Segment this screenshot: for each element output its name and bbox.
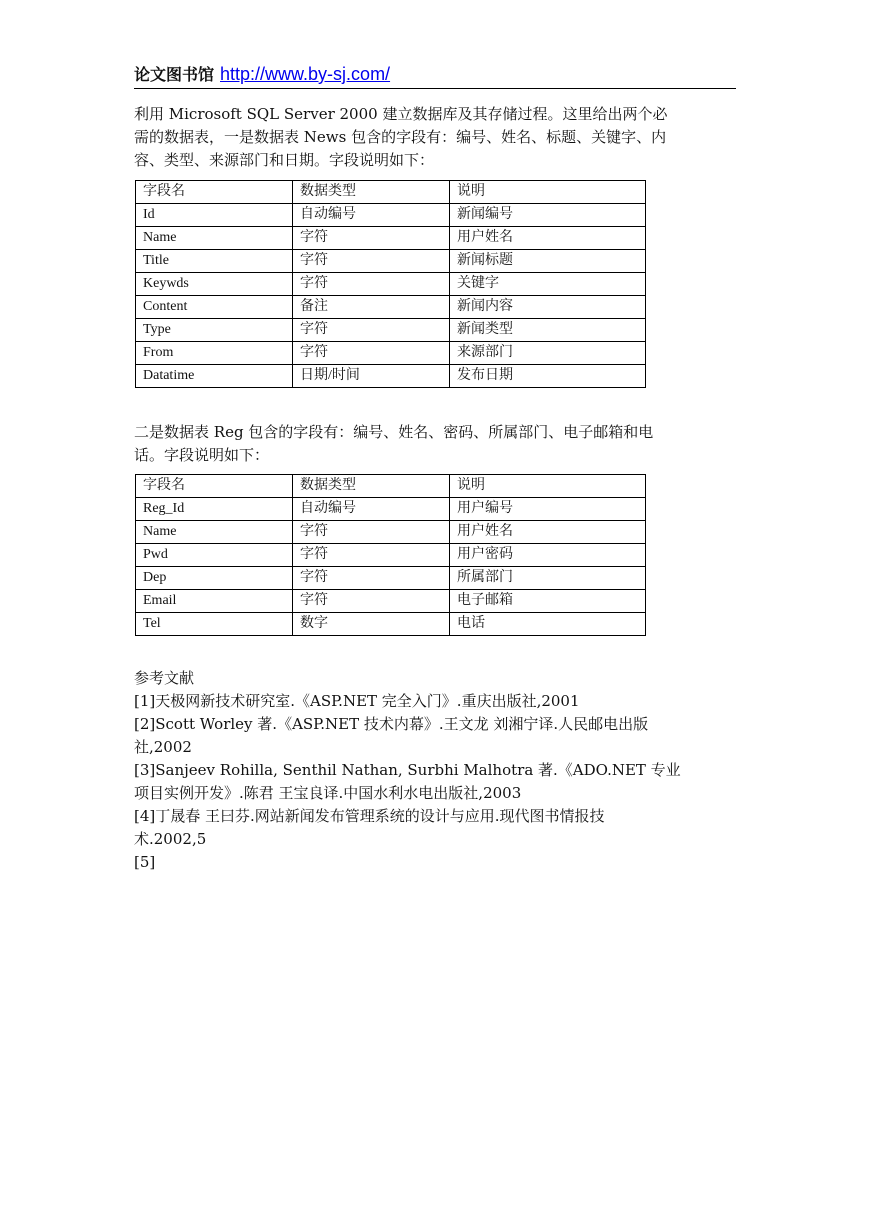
intro-line: 容、类型、来源部门和日期。字段说明如下：: [134, 151, 435, 169]
table-cell: 备注: [293, 296, 450, 319]
table-cell: 电话: [450, 613, 646, 636]
table-cell: 新闻标题: [450, 250, 646, 273]
reference-line: 项目实例开发》.陈君 王宝良译.中国水利水电出版社,2003: [134, 784, 522, 802]
table-row: [136, 296, 646, 319]
table-cell: 发布日期: [450, 365, 646, 388]
header-cell: 说明: [450, 475, 646, 498]
table-row: [136, 204, 646, 227]
table-cell: 字符: [293, 590, 450, 613]
table-cell: 用户姓名: [450, 227, 646, 250]
table-cell: 字符: [293, 544, 450, 567]
table-cell: Name: [136, 227, 293, 250]
table-row: [136, 544, 646, 567]
table-row: [136, 227, 646, 250]
header-cell: 字段名: [136, 475, 293, 498]
table-cell: Type: [136, 319, 293, 342]
reference-line: 术.2002,5: [134, 830, 207, 848]
references-title: 参考文献: [134, 669, 195, 687]
table-cell: 日期/时间: [293, 365, 450, 388]
site-name: 论文图书馆: [134, 65, 215, 84]
table-cell: 电子邮箱: [450, 590, 646, 613]
table-cell: Pwd: [136, 544, 293, 567]
table-row: [136, 567, 646, 590]
table-header-row: [136, 181, 646, 204]
table-row: [136, 498, 646, 521]
header-cell: 字段名: [136, 181, 293, 204]
intro-paragraph: [134, 103, 738, 172]
table-row: [136, 342, 646, 365]
table-cell: 用户编号: [450, 498, 646, 521]
table-cell: 来源部门: [450, 342, 646, 365]
table-cell: Id: [136, 204, 293, 227]
table-cell: 用户密码: [450, 544, 646, 567]
table-row: [136, 273, 646, 296]
news-fields-table: [135, 180, 646, 388]
table-cell: 新闻内容: [450, 296, 646, 319]
reg-intro-line: 二是数据表 Reg 包含的字段有：编号、姓名、密码、所属部门、电子邮箱和电: [134, 423, 654, 441]
header-cell: 说明: [450, 181, 646, 204]
intro-line: 需的数据表，一是数据表 News 包含的字段有：编号、姓名、标题、关键字、内: [134, 128, 667, 146]
intro-line: 利用 Microsoft SQL Server 2000 建立数据库及其存储过程。这里给出两个必: [134, 105, 668, 123]
table-cell: 新闻编号: [450, 204, 646, 227]
table-cell: Datatime: [136, 365, 293, 388]
table-row: [136, 250, 646, 273]
table-row: [136, 521, 646, 544]
table-cell: Email: [136, 590, 293, 613]
table-cell: 字符: [293, 567, 450, 590]
table-cell: 自动编号: [293, 498, 450, 521]
table-cell: 数字: [293, 613, 450, 636]
table-cell: Title: [136, 250, 293, 273]
table-cell: Tel: [136, 613, 293, 636]
table-cell: 所属部门: [450, 567, 646, 590]
table-row: [136, 613, 646, 636]
table-cell: 新闻类型: [450, 319, 646, 342]
table-cell: 用户姓名: [450, 521, 646, 544]
table-cell: Reg_Id: [136, 498, 293, 521]
table-cell: 字符: [293, 319, 450, 342]
table-cell: 字符: [293, 342, 450, 365]
reference-line: [2]Scott Worley 著.《ASP.NET 技术内幕》.王文龙 刘湘宁译.人民邮电出版: [134, 715, 649, 733]
references-section: [134, 667, 734, 874]
table-cell: Name: [136, 521, 293, 544]
table-cell: Dep: [136, 567, 293, 590]
table-cell: 关键字: [450, 273, 646, 296]
header-cell: 数据类型: [293, 475, 450, 498]
reference-line: [3]Sanjeev Rohilla, Senthil Nathan, Surbhi Malhotra 著.《ADO.NET 专业: [134, 761, 681, 779]
table-cell: Keywds: [136, 273, 293, 296]
reg-intro-paragraph: [134, 421, 738, 467]
table-cell: 字符: [293, 521, 450, 544]
table-cell: 自动编号: [293, 204, 450, 227]
reference-line: [5]: [134, 853, 156, 871]
table-cell: 字符: [293, 250, 450, 273]
table-cell: From: [136, 342, 293, 365]
site-url-link[interactable]: http://www.by-sj.com/: [220, 64, 391, 84]
reg-intro-line: 话。字段说明如下：: [134, 446, 270, 464]
table-row: [136, 319, 646, 342]
table-cell: 字符: [293, 227, 450, 250]
reg-fields-table: [135, 474, 646, 636]
reference-line: [1]天极网新技术研究室.《ASP.NET 完全入门》.重庆出版社,2001: [134, 692, 580, 710]
table-row: [136, 365, 646, 388]
table-header-row: [136, 475, 646, 498]
table-row: [136, 590, 646, 613]
table-cell: Content: [136, 296, 293, 319]
reference-line: 社,2002: [134, 738, 192, 756]
table-cell: 字符: [293, 273, 450, 296]
reference-line: [4]丁晟春 王曰芬.网站新闻发布管理系统的设计与应用.现代图书情报技: [134, 807, 605, 825]
page-header: [134, 62, 736, 89]
header-cell: 数据类型: [293, 181, 450, 204]
